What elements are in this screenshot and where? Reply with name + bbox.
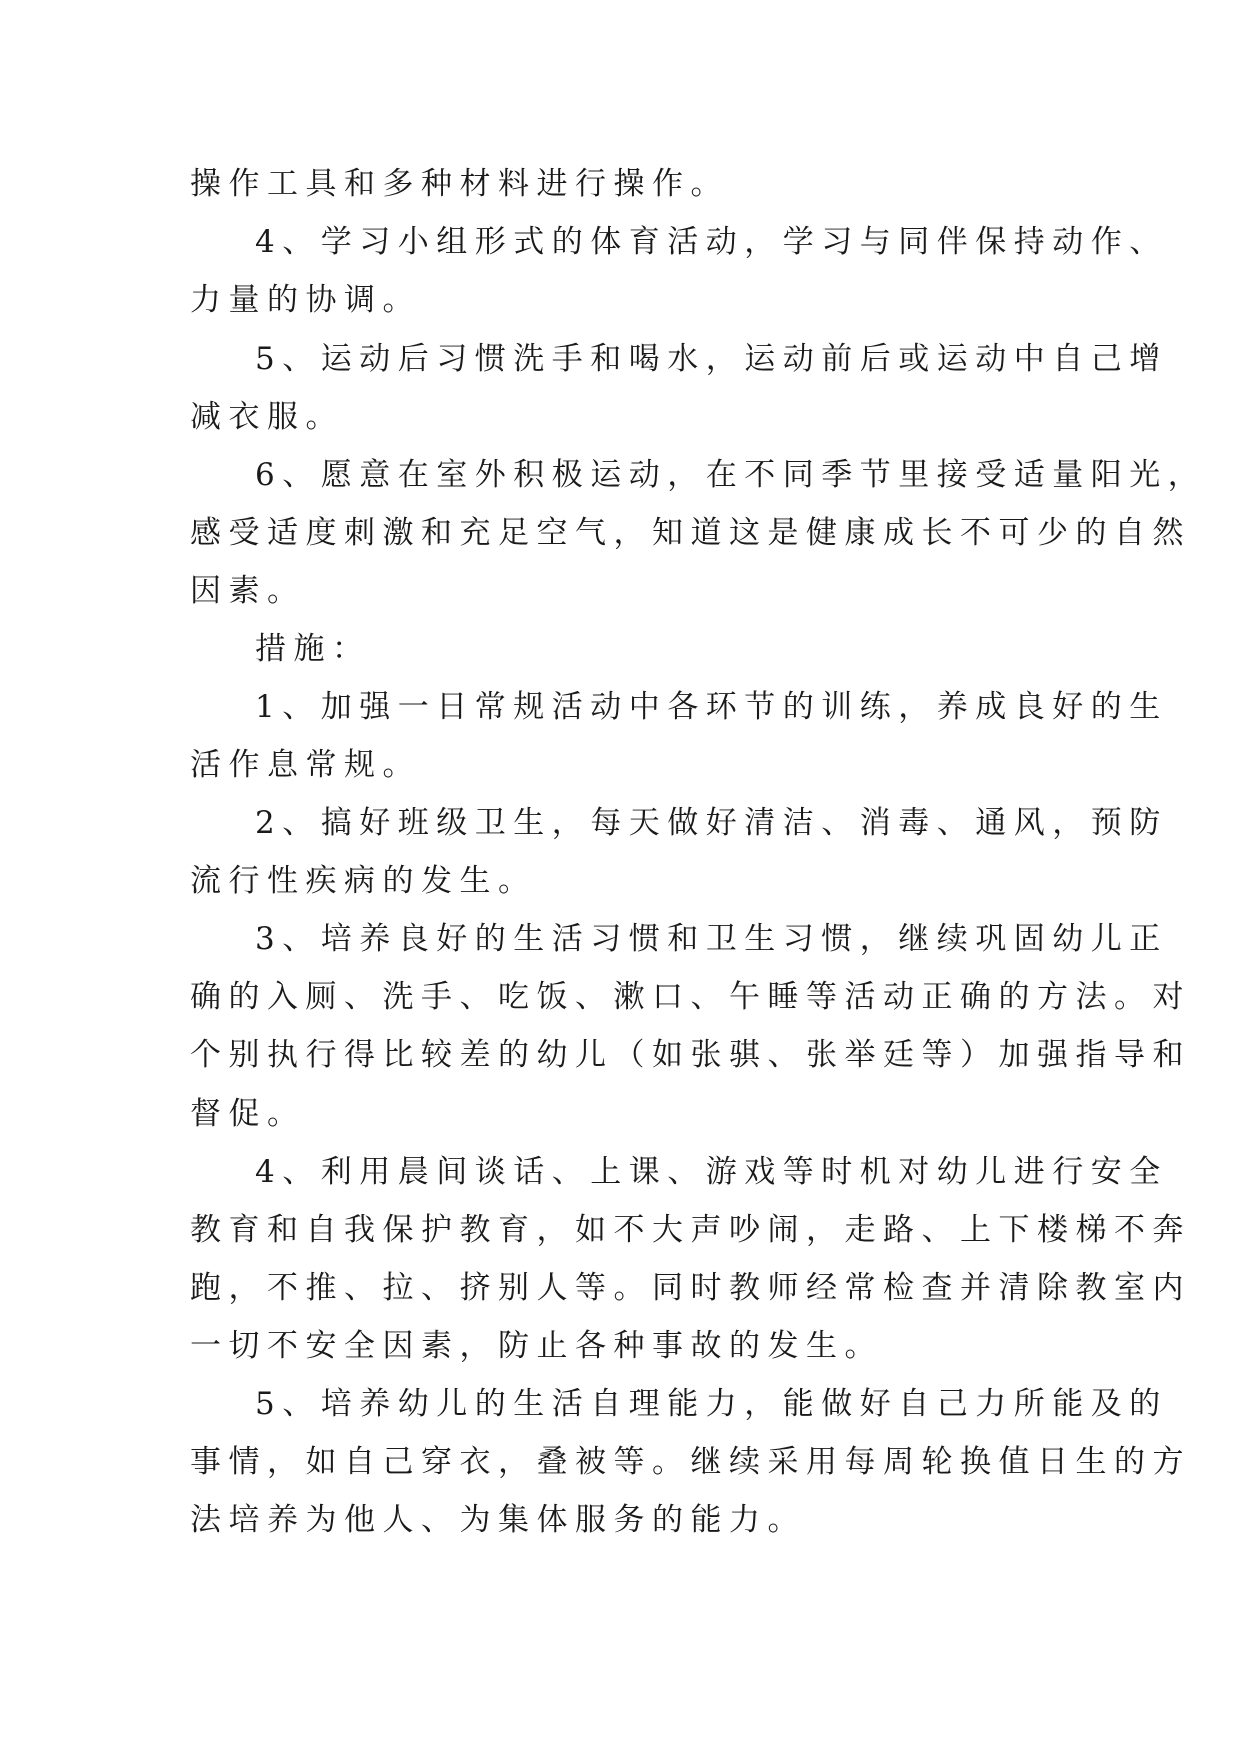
section-heading: 措施：	[255, 631, 371, 667]
text-line: 因素。	[190, 573, 306, 609]
text-line: 6、愿意在室外积极运动，在不同季节里接受适量阳光，	[255, 457, 1207, 493]
text-line: 个别执行得比较差的幼儿（如张骐、张举廷等）加强指导和	[190, 1037, 1191, 1073]
text-line: 确的入厕、洗手、吃饭、漱口、午睡等活动正确的方法。对	[190, 979, 1191, 1015]
text-line: 法培养为他人、为集体服务的能力。	[190, 1502, 806, 1538]
text-line: 流行性疾病的发生。	[190, 863, 537, 899]
text-line: 事情，如自己穿衣，叠被等。继续采用每周轮换值日生的方	[190, 1444, 1191, 1480]
text-line: 活作息常规。	[190, 747, 421, 783]
text-line: 感受适度刺激和充足空气，知道这是健康成长不可少的自然	[190, 515, 1191, 551]
text-line: 跑，不推、拉、挤别人等。同时教师经常检查并清除教室内	[190, 1270, 1191, 1306]
text-line: 减衣服。	[190, 399, 344, 435]
text-line: 力量的协调。	[190, 282, 421, 318]
text-line: 1、加强一日常规活动中各环节的训练，养成良好的生	[255, 689, 1168, 725]
text-line: 5、培养幼儿的生活自理能力，能做好自己力所能及的	[255, 1386, 1168, 1422]
text-line: 4、利用晨间谈话、上课、游戏等时机对幼儿进行安全	[255, 1154, 1168, 1190]
text-line: 操作工具和多种材料进行操作。	[190, 166, 729, 202]
text-line: 督促。	[190, 1096, 306, 1132]
text-line: 5、运动后习惯洗手和喝水，运动前后或运动中自己增	[255, 341, 1168, 377]
text-line: 2、搞好班级卫生，每天做好清洁、消毒、通风，预防	[255, 805, 1168, 841]
text-line: 3、培养良好的生活习惯和卫生习惯，继续巩固幼儿正	[255, 921, 1168, 957]
text-line: 4、学习小组形式的体育活动，学习与同伴保持动作、	[255, 224, 1168, 260]
text-line: 教育和自我保护教育，如不大声吵闹，走路、上下楼梯不奔	[190, 1212, 1191, 1248]
text-line: 一切不安全因素，防止各种事故的发生。	[190, 1328, 883, 1364]
